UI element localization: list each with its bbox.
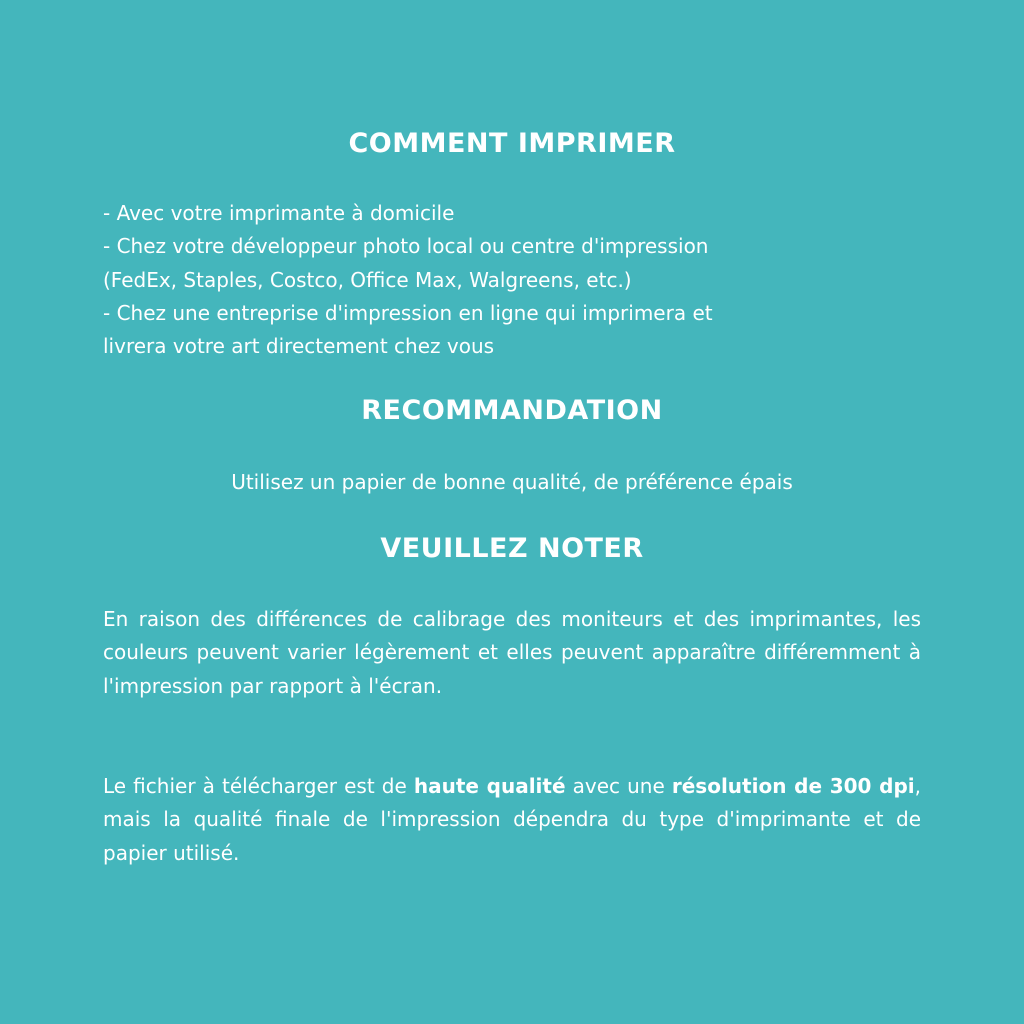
list-item: - Chez votre développeur photo local ou centre d'impression: [103, 234, 709, 259]
how-to-print-list: [103, 197, 933, 363]
calibration-note-paragraph: En raison des différences de calibrage des moniteurs et des imprimantes, les couleurs peuvent varier légèrement et elles peuvent apparaître différemment à l'impression par rapport à l'écran.: [103, 607, 921, 698]
how-to-print-heading: COMMENT IMPRIMER: [348, 128, 676, 159]
recommendation-heading: RECOMMANDATION: [361, 395, 663, 426]
list-item: livrera votre art directement chez vous: [103, 334, 495, 359]
resolution-emphasis: résolution de 300 dpi: [671, 774, 915, 798]
file-quality-text: avec une: [565, 774, 672, 798]
list-item: - Avec votre imprimante à domicile: [103, 201, 455, 225]
note-heading: VEUILLEZ NOTER: [380, 533, 644, 564]
recommendation-text: Utilisez un papier de bonne qualité, de préférence épais: [231, 470, 793, 494]
file-quality-paragraph: [103, 770, 921, 870]
list-item: - Chez une entreprise d'impression en ligne qui imprimera et: [103, 300, 713, 325]
list-item: (FedEx, Staples, Costco, Office Max, Walgreens, etc.): [103, 267, 632, 292]
high-quality-emphasis: haute qualité: [413, 774, 566, 798]
file-quality-text: Le fichier à télécharger est de: [103, 774, 414, 798]
file-quality-text: , mais la qualité finale de l'impression dépendra du type d'imprimante et de papier utilisé.: [103, 774, 922, 865]
